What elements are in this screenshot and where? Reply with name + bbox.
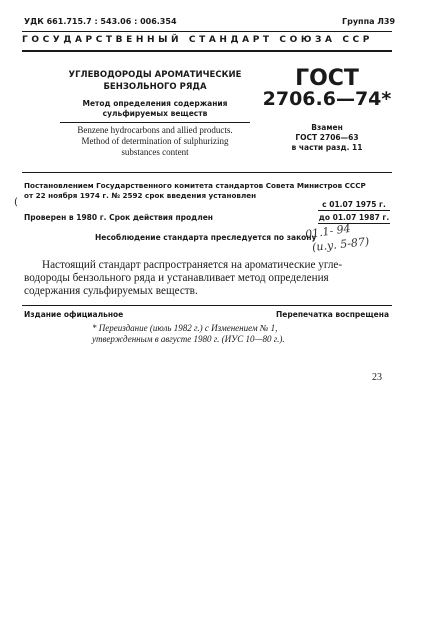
gost-number: 2706.6—74* bbox=[262, 88, 392, 110]
english-title-1: Benzene hydrocarbons and allied products. bbox=[77, 125, 233, 135]
date-to: до 01.07 1987 г. bbox=[318, 213, 390, 222]
reissue-note-1: * Переиздание (июль 1982 г.) с Изменением № 1, bbox=[92, 323, 278, 333]
method-line-1: Метод определения содержания bbox=[82, 99, 228, 108]
footer-rule bbox=[22, 305, 392, 306]
date-from-underline bbox=[318, 210, 390, 211]
gost-label: ГОСТ bbox=[295, 66, 359, 91]
margin-bracket-mark: ( bbox=[14, 197, 18, 208]
replaced-standard: ГОСТ 2706—63 bbox=[295, 133, 359, 142]
english-title-3: substances content bbox=[121, 147, 189, 157]
body-line-2: водороды бензольного ряда и устанавливает метод определения bbox=[24, 272, 329, 284]
decree-line-1: Постановлением Государственного комитета стандартов Совета Министров СССР bbox=[24, 181, 366, 190]
handwritten-note: (и.у. 5-87) bbox=[311, 235, 370, 254]
law-notice: Несоблюдение стандарта преследуется по закону bbox=[95, 233, 317, 242]
header-top-rule bbox=[22, 31, 392, 32]
replaced-part: в части разд. 11 bbox=[291, 143, 363, 152]
replaces-label: Взамен bbox=[311, 123, 343, 132]
reprint-notice: Перепечатка воспрещена bbox=[276, 310, 390, 319]
decree-line-2: от 22 ноября 1974 г. № 2592 срок введения установлен bbox=[24, 191, 257, 200]
official-edition: Издание официальное bbox=[24, 310, 124, 319]
udk-code: УДК 661.715.7 : 543.06 : 006.354 bbox=[24, 17, 177, 26]
decree-top-rule bbox=[22, 172, 392, 173]
page-number: 23 bbox=[372, 372, 382, 383]
agency-banner: ГОСУДАРСТВЕННЫЙ СТАНДАРТ СОЮЗА ССР bbox=[22, 35, 373, 45]
handwritten-date: 01.1- 94 bbox=[304, 221, 352, 242]
title-line-1: УГЛЕВОДОРОДЫ АРОМАТИЧЕСКИЕ bbox=[68, 70, 242, 80]
body-line-3: содержания сульфируемых веществ. bbox=[24, 285, 198, 297]
date-from: с 01.07 1975 г. bbox=[322, 200, 386, 209]
body-line-1: Настоящий стандарт распространяется на ароматические угле- bbox=[42, 259, 343, 271]
checked-line: Проверен в 1980 г. Срок действия продлен bbox=[24, 213, 213, 222]
english-title-2: Method of determination of sulphurizing bbox=[81, 136, 229, 146]
title-line-2: БЕНЗОЛЬНОГО РЯДА bbox=[103, 82, 207, 92]
group-code: Группа Л39 bbox=[342, 17, 396, 26]
reissue-note-2: утвержденным в августе 1980 г. (ИУС 10—80 г.). bbox=[92, 334, 285, 344]
title-divider bbox=[60, 122, 250, 123]
header-bottom-rule bbox=[22, 50, 392, 52]
method-line-2: сульфируемых веществ bbox=[102, 109, 208, 118]
